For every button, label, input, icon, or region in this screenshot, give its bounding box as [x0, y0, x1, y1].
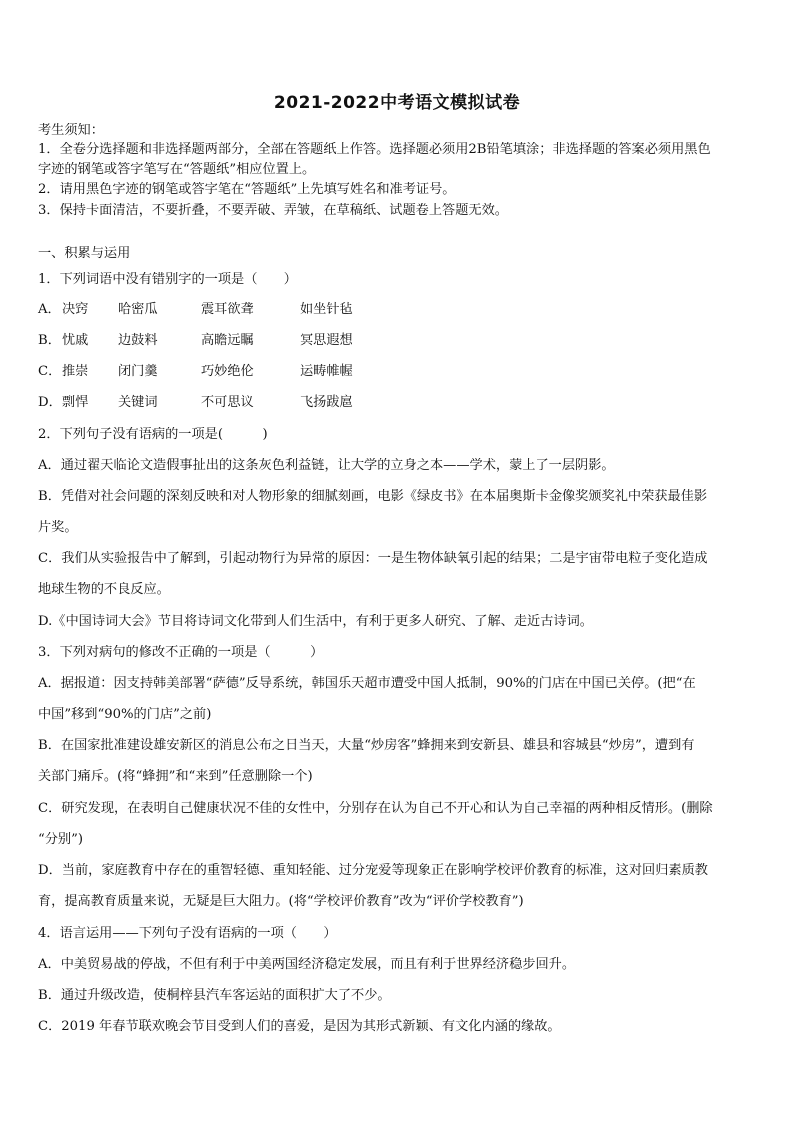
q3-option-a-line2: 中国”移到“90%的门店”之前): [38, 707, 212, 722]
q3-option-a-line1: A．据报道：因支持韩美部署“萨德”反导系统，韩国乐天超市遭受中国人抵制，90%的门店在中国已关停。(把“在: [38, 676, 696, 691]
section-heading: 一、积累与运用: [38, 246, 131, 261]
notice-line-3: 3．保持卡面清洁，不要折叠，不要弄破、弄皱，在草稿纸、试题卷上答题无效。: [38, 203, 508, 218]
option-label: B．: [38, 333, 61, 348]
word: 边鼓料: [118, 333, 158, 348]
q4-stem: 4．语言运用——下列句子没有语病的一项（ ）: [38, 926, 337, 941]
q1-stem: 1．下列词语中没有错别字的一项是（ ）: [38, 272, 297, 287]
q4-option-a: A．中美贸易战的停战，不但有利于中美两国经济稳定发展，而且有利于世界经济稳步回升。: [38, 957, 576, 972]
option-label: D．: [38, 395, 62, 410]
q3-option-d-line2: 育，提高教育质量来说，无疑是巨大阻力。(将“学校评价教育”改为“评价学校教育”): [38, 894, 524, 909]
q2-option-c-line1: C．我们从实验报告中了解到，引起动物行为异常的原因：一是生物体缺氧引起的结果；二是宇宙带电粒子变化造成: [38, 551, 708, 566]
q2-option-c-line2: 地球生物的不良反应。: [38, 582, 170, 597]
word: 推崇: [62, 364, 89, 379]
q2-option-b-line2: 片奖。: [38, 520, 78, 535]
q3-stem: 3．下列对病句的修改不正确的一项是（ ）: [38, 645, 324, 660]
word: 不可思议: [201, 395, 254, 410]
word: 闭门羹: [118, 364, 158, 379]
notice-line-1b: 字迹的钢笔或答字笔写在“答题纸”相应位置上。: [38, 162, 316, 177]
q4-option-c: C．2019 年春节联欢晚会节目受到人们的喜爱，是因为其形式新颖、有文化内涵的缘故。: [38, 1019, 561, 1034]
word: 巧妙绝伦: [201, 364, 254, 379]
q3-option-b-line1: B．在国家批准建设雄安新区的消息公布之日当天，大量“炒房客”蜂拥来到安新县、雄县和容城县“炒房”，遭到有: [38, 738, 695, 753]
q2-option-a: A．通过翟天临论文造假事扯出的这条灰色利益链，让大学的立身之本——学术，蒙上了一层阴影。: [38, 458, 615, 473]
q4-option-b: B．通过升级改造，使桐梓县汽车客运站的面积扩大了不少。: [38, 988, 391, 1003]
q2-option-b-line1: B．凭借对社会问题的深刻反映和对人物形象的细腻刻画，电影《绿皮书》在本届奥斯卡金像奖颁奖礼中荣获最佳影: [38, 489, 708, 504]
word: 震耳欲聋: [201, 302, 254, 317]
q3-option-b-line2: 关部门痛斥。(将“蜂拥”和“来到”任意删除一个): [38, 769, 313, 784]
notice-heading: 考生须知：: [38, 123, 104, 138]
q3-option-d-line1: D．当前，家庭教育中存在的重智轻德、重知轻能、过分宠爱等现象正在影响学校评价教育的标准，这对回归素质教: [38, 863, 708, 878]
word: 运畴帷幄: [300, 364, 353, 379]
option-label: C．: [38, 364, 62, 379]
q3-option-c-line1: C．研究发现，在表明自己健康状况不佳的女性中，分别存在认为自己不开心和认为自己幸福的两种相反情形。(删除: [38, 801, 713, 816]
notice-line-1a: 1．全卷分选择题和非选择题两部分，全部在答题纸上作答。选择题必须用2B铅笔填涂；非选择题的答案必须用黑色: [38, 142, 711, 157]
word: 哈密瓜: [118, 302, 158, 317]
word: 忧戚: [62, 333, 89, 348]
word: 剽悍: [62, 395, 89, 410]
word: 关键词: [118, 395, 158, 410]
q2-option-d: D.《中国诗词大会》节目将诗词文化带到人们生活中，有利于更多人研究、了解、走近古诗词。: [38, 614, 593, 629]
word: 如坐针毡: [300, 302, 353, 317]
word: 冥思遐想: [300, 333, 353, 348]
option-label: A．: [38, 302, 61, 317]
word: 高瞻远瞩: [201, 333, 254, 348]
word: 决窍: [62, 302, 89, 317]
notice-line-2: 2．请用黑色字迹的钢笔或答字笔在“答题纸”上先填写姓名和准考证号。: [38, 182, 456, 197]
exam-title: 2021-2022中考语文模拟试卷: [273, 93, 521, 113]
word: 飞扬跋扈: [300, 395, 353, 410]
q2-stem: 2．下列句子没有语病的一项是( ): [38, 427, 268, 442]
q3-option-c-line2: “分别”): [38, 832, 84, 847]
